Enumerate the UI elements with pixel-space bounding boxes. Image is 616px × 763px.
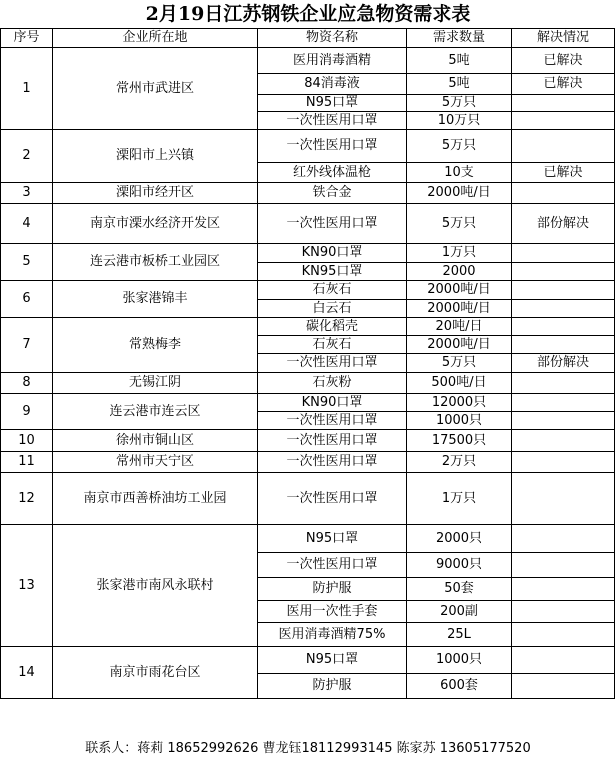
material-cell: 石灰粉 bbox=[258, 373, 407, 394]
location-cell: 南京市西善桥油坊工业园 bbox=[53, 473, 258, 525]
header-status: 解决情况 bbox=[512, 29, 615, 48]
location-cell: 连云港市板桥工业园区 bbox=[53, 244, 258, 281]
location-cell: 张家港市南风永联村 bbox=[53, 525, 258, 647]
contact-line: 联系人：蒋莉 18652992626 曹龙钰18112993145 陈家苏 13605177520 bbox=[85, 741, 531, 756]
material-cell: 防护服 bbox=[258, 578, 407, 601]
material-cell: 医用一次性手套 bbox=[258, 601, 407, 623]
material-cell: 碳化稻壳 bbox=[258, 318, 407, 336]
quantity-cell: 50套 bbox=[407, 578, 512, 601]
location-cell: 南京市雨花台区 bbox=[53, 647, 258, 699]
status-cell bbox=[512, 647, 615, 674]
table-row bbox=[1, 183, 615, 204]
header-material: 物资名称 bbox=[258, 29, 407, 48]
quantity-cell: 200副 bbox=[407, 601, 512, 623]
status-cell: 已解决 bbox=[512, 74, 615, 95]
material-cell: 铁合金 bbox=[258, 183, 407, 204]
seq-cell: 5 bbox=[1, 244, 53, 281]
quantity-cell: 2000吨/日 bbox=[407, 336, 512, 354]
status-cell: 部份解决 bbox=[512, 204, 615, 244]
material-cell: 石灰石 bbox=[258, 336, 407, 354]
status-cell bbox=[512, 373, 615, 394]
location-cell: 常州市天宁区 bbox=[53, 452, 258, 473]
quantity-cell: 20吨/日 bbox=[407, 318, 512, 336]
table-row bbox=[1, 430, 615, 452]
material-cell: 一次性医用口罩 bbox=[258, 354, 407, 373]
quantity-cell: 10支 bbox=[407, 163, 512, 183]
material-cell: N95口罩 bbox=[258, 647, 407, 674]
table-row bbox=[1, 452, 615, 473]
quantity-cell: 25L bbox=[407, 623, 512, 647]
table-row bbox=[1, 281, 615, 300]
quantity-cell: 5吨 bbox=[407, 48, 512, 74]
status-cell bbox=[512, 623, 615, 647]
status-cell bbox=[512, 553, 615, 578]
quantity-cell: 5万只 bbox=[407, 95, 512, 112]
location-cell: 徐州市铜山区 bbox=[53, 430, 258, 452]
quantity-cell: 5万只 bbox=[407, 130, 512, 163]
material-cell: 红外线体温枪 bbox=[258, 163, 407, 183]
quantity-cell: 500吨/日 bbox=[407, 373, 512, 394]
quantity-cell: 9000只 bbox=[407, 553, 512, 578]
status-cell bbox=[512, 674, 615, 699]
seq-cell: 2 bbox=[1, 130, 53, 183]
quantity-cell: 2000 bbox=[407, 263, 512, 281]
quantity-cell: 1000只 bbox=[407, 647, 512, 674]
quantity-cell: 1000只 bbox=[407, 412, 512, 430]
table-row bbox=[1, 130, 615, 163]
seq-cell: 9 bbox=[1, 394, 53, 430]
location-cell: 张家港锦丰 bbox=[53, 281, 258, 318]
material-cell: 一次性医用口罩 bbox=[258, 452, 407, 473]
quantity-cell: 1万只 bbox=[407, 244, 512, 263]
quantity-cell: 2万只 bbox=[407, 452, 512, 473]
status-cell: 部份解决 bbox=[512, 354, 615, 373]
material-cell: 一次性医用口罩 bbox=[258, 430, 407, 452]
seq-cell: 11 bbox=[1, 452, 53, 473]
table-row bbox=[1, 204, 615, 244]
table-row bbox=[1, 48, 615, 74]
material-cell: 一次性医用口罩 bbox=[258, 130, 407, 163]
quantity-cell: 5吨 bbox=[407, 74, 512, 95]
material-cell: 一次性医用口罩 bbox=[258, 473, 407, 525]
table-row bbox=[1, 318, 615, 336]
status-cell bbox=[512, 281, 615, 300]
sheet-title: 2月19日江苏钢铁企业应急物资需求表 bbox=[145, 3, 471, 25]
status-cell bbox=[512, 263, 615, 281]
seq-cell: 7 bbox=[1, 318, 53, 373]
location-cell: 无锡江阴 bbox=[53, 373, 258, 394]
material-cell: 医用消毒酒精75% bbox=[258, 623, 407, 647]
seq-cell: 4 bbox=[1, 204, 53, 244]
status-cell: 已解决 bbox=[512, 163, 615, 183]
seq-cell: 8 bbox=[1, 373, 53, 394]
quantity-cell: 2000吨/日 bbox=[407, 300, 512, 318]
location-cell: 常熟梅李 bbox=[53, 318, 258, 373]
header-quantity: 需求数量 bbox=[407, 29, 512, 48]
seq-cell: 14 bbox=[1, 647, 53, 699]
status-cell bbox=[512, 452, 615, 473]
quantity-cell: 5万只 bbox=[407, 204, 512, 244]
quantity-cell: 2000吨/日 bbox=[407, 183, 512, 204]
status-cell bbox=[512, 112, 615, 130]
seq-cell: 10 bbox=[1, 430, 53, 452]
table-row bbox=[1, 473, 615, 525]
seq-cell: 12 bbox=[1, 473, 53, 525]
table-row bbox=[1, 244, 615, 263]
material-cell: 石灰石 bbox=[258, 281, 407, 300]
material-cell: KN90口罩 bbox=[258, 394, 407, 412]
requirements-table bbox=[0, 28, 615, 699]
quantity-cell: 10万只 bbox=[407, 112, 512, 130]
status-cell bbox=[512, 412, 615, 430]
status-cell bbox=[512, 336, 615, 354]
quantity-cell: 17500只 bbox=[407, 430, 512, 452]
header-row bbox=[1, 29, 615, 48]
seq-cell: 13 bbox=[1, 525, 53, 647]
material-cell: KN90口罩 bbox=[258, 244, 407, 263]
status-cell bbox=[512, 430, 615, 452]
status-cell bbox=[512, 318, 615, 336]
location-cell: 南京市溧水经济开发区 bbox=[53, 204, 258, 244]
status-cell bbox=[512, 578, 615, 601]
material-cell: N95口罩 bbox=[258, 525, 407, 553]
location-cell: 溧阳市经开区 bbox=[53, 183, 258, 204]
status-cell bbox=[512, 300, 615, 318]
table-row bbox=[1, 647, 615, 674]
status-cell: 已解决 bbox=[512, 48, 615, 74]
material-cell: KN95口罩 bbox=[258, 263, 407, 281]
table-body bbox=[1, 48, 615, 699]
status-cell bbox=[512, 601, 615, 623]
material-cell: N95口罩 bbox=[258, 95, 407, 112]
status-cell bbox=[512, 130, 615, 163]
material-cell: 一次性医用口罩 bbox=[258, 412, 407, 430]
location-cell: 常州市武进区 bbox=[53, 48, 258, 130]
table-row bbox=[1, 373, 615, 394]
seq-cell: 3 bbox=[1, 183, 53, 204]
status-cell bbox=[512, 183, 615, 204]
seq-cell: 6 bbox=[1, 281, 53, 318]
material-cell: 白云石 bbox=[258, 300, 407, 318]
quantity-cell: 600套 bbox=[407, 674, 512, 699]
material-cell: 一次性医用口罩 bbox=[258, 553, 407, 578]
quantity-cell: 2000只 bbox=[407, 525, 512, 553]
material-cell: 一次性医用口罩 bbox=[258, 204, 407, 244]
quantity-cell: 2000吨/日 bbox=[407, 281, 512, 300]
seq-cell: 1 bbox=[1, 48, 53, 130]
location-cell: 溧阳市上兴镇 bbox=[53, 130, 258, 183]
status-cell bbox=[512, 95, 615, 112]
location-cell: 连云港市连云区 bbox=[53, 394, 258, 430]
quantity-cell: 1万只 bbox=[407, 473, 512, 525]
material-cell: 防护服 bbox=[258, 674, 407, 699]
table-row bbox=[1, 525, 615, 553]
header-location: 企业所在地 bbox=[53, 29, 258, 48]
material-cell: 医用消毒酒精 bbox=[258, 48, 407, 74]
quantity-cell: 12000只 bbox=[407, 394, 512, 412]
status-cell bbox=[512, 525, 615, 553]
quantity-cell: 5万只 bbox=[407, 354, 512, 373]
material-cell: 一次性医用口罩 bbox=[258, 112, 407, 130]
status-cell bbox=[512, 473, 615, 525]
material-cell: 84消毒液 bbox=[258, 74, 407, 95]
table-row bbox=[1, 394, 615, 412]
header-seq: 序号 bbox=[1, 29, 53, 48]
status-cell bbox=[512, 244, 615, 263]
status-cell bbox=[512, 394, 615, 412]
